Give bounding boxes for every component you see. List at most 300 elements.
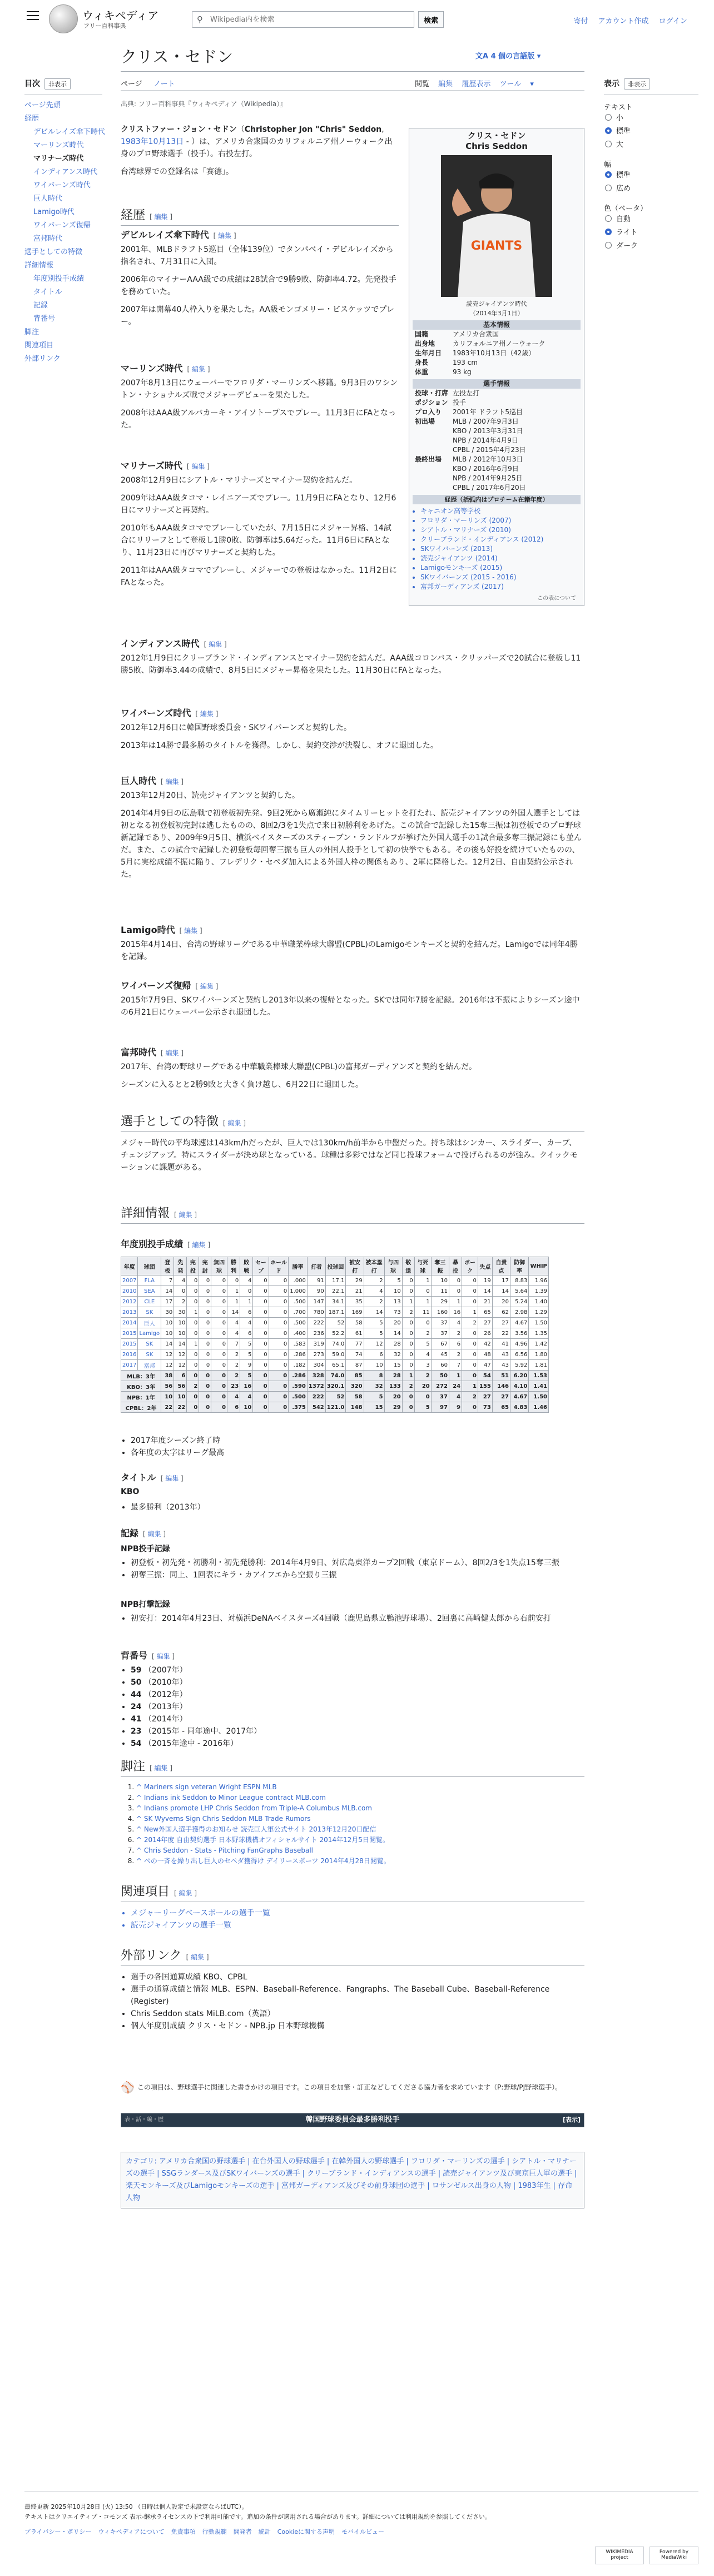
footer-link[interactable]: 開発者 <box>233 2528 252 2535</box>
tab-talk[interactable]: ノート <box>153 80 175 88</box>
stats-cell: 1 <box>462 1381 478 1392</box>
stats-cell: 12 <box>161 1349 174 1360</box>
table-of-contents <box>24 78 105 366</box>
stats-cell: 0 <box>199 1297 211 1307</box>
toc-item[interactable]: 外部リンク <box>24 355 61 363</box>
stats-cell: 121.0 <box>325 1402 346 1413</box>
text-size-standard[interactable]: 標準 <box>604 125 698 138</box>
stats-cell: 65.1 <box>325 1360 346 1371</box>
stats-cell: 4.67 <box>510 1392 528 1402</box>
stats-cell: 6 <box>240 1328 253 1339</box>
stats-cell: 10 <box>174 1392 187 1402</box>
stats-cell: 146 <box>492 1381 510 1392</box>
stats-row <box>121 1318 549 1328</box>
stats-cell: CPBL：2年 <box>121 1402 161 1413</box>
stats-cell: 0 <box>253 1297 269 1307</box>
toc-item[interactable]: 関連項目 <box>24 341 54 350</box>
stats-cell: 0 <box>211 1371 227 1381</box>
jersey-text: GIANTS <box>470 239 523 253</box>
infobox-key: 投球・打席 <box>415 389 449 397</box>
reference-link[interactable]: 2014年度 自由契約選手 日本野球機構オフィシャルサイト 2014年12月5日閲覧。 <box>143 1836 389 1844</box>
footer-link[interactable]: Cookieに関する声明 <box>277 2528 335 2535</box>
stats-cell: 273 <box>307 1349 325 1360</box>
stats-cell: 780 <box>307 1307 325 1318</box>
stats-cell: 0 <box>402 1275 414 1286</box>
reference-link[interactable]: Mariners sign veteran Wright ESPN MLB <box>143 1783 277 1791</box>
stats-cell: .286 <box>289 1349 308 1360</box>
stats-cell: 6.56 <box>510 1349 528 1360</box>
team-item[interactable]: • フロリダ・マーリンズ (2007) <box>420 516 581 525</box>
stats-cell: SK <box>138 1307 161 1318</box>
appearance-hide-button[interactable]: 非表示 <box>624 78 650 90</box>
stats-cell: 0 <box>211 1328 227 1339</box>
stats-cell: 14 <box>227 1307 240 1318</box>
stats-cell: 17.1 <box>325 1275 346 1286</box>
stats-row <box>121 1286 549 1297</box>
stats-header: 勝率 <box>289 1257 308 1275</box>
stats-cell: 27 <box>478 1392 492 1402</box>
toc-header: 目次 非表示 <box>24 78 102 90</box>
toc-item[interactable]: 選手としての特徴 <box>24 248 83 256</box>
stats-cell: 2 <box>449 1349 462 1360</box>
stats-cell: 6 <box>449 1339 462 1349</box>
stats-cell: 0 <box>402 1360 414 1371</box>
tab-read[interactable]: 閲覧 <box>415 80 430 88</box>
giants-text: 2013年12月20日、読売ジャイアンツと契約した。 2014年4月9日の広島戦で初登板初先発。9回2死から廣瀬純にタイムリーヒットを打たれ、読売ジャイアンツの外国人選手としては初となる初登板初完封は逃したものの、8回2/3を1失点で来日初勝利をあげた。この試合で記録した15奪三振は初登板でのプロ野球新記録であり、2009年9月5日、横浜ベイスターズのスティーブン・ランドルフが挙げた外国人選手の1試合最多奪三振記録にも並んだ。また、この試合で記録した初登板毎回奪三振も巨人の外国人投手として初の快挙でもある。その後も好投を続けていたものの、5月に実松成績不振に陥り、フレデリク・セペダ加入による外国人枠の関係もあり、2軍に降格した。12月2日、自由契約公示された。 <box>121 791 582 879</box>
tab-tools[interactable]: ツール ▾ <box>499 80 534 88</box>
stats-cell: 0 <box>187 1392 199 1402</box>
related-link[interactable]: • メジャーリーグベースボールの選手一覧 <box>131 1907 584 1919</box>
stub-notice: ⚾ この項目は、野球選手に関連した書きかけの項目です。この項目を加筆・訂正などしてくださる協力者を求めています（P:野球/PJ野球選手）。 <box>121 2081 562 2094</box>
reference-link[interactable]: Indians promote LHP Chris Seddon from Triple-A Columbus MLB.com <box>143 1804 372 1812</box>
infobox-value: 投手 <box>453 399 467 406</box>
footer-link[interactable]: プライバシー・ポリシー <box>24 2528 92 2535</box>
stats-cell: 1 <box>227 1297 240 1307</box>
stats-cell: 0 <box>414 1392 431 1402</box>
wyverns-text: 2012年12月6日に韓国野球委員会・SKワイバーンズと契約した。 2013年は14勝で最多勝のタイトルを獲得。しかし、契約交渉が決裂し、オフに退団した。 <box>121 723 438 750</box>
color-light[interactable]: ライト <box>604 226 698 240</box>
toc-item[interactable]: 詳細情報 <box>24 261 54 270</box>
records-batting-list: • 初安打：2014年4月23日、対横浜DeNAベイスターズ4回戦（鹿児島県立鴨池野球場）、2回裏に高崎健太郎から右前安打 <box>121 1612 584 1625</box>
career-header: 経歴（括弧内はプロチーム在籍年度） <box>413 495 581 504</box>
stats-cell: 2 <box>414 1371 431 1381</box>
stats-cell: .583 <box>289 1339 308 1349</box>
stats-cell: 0 <box>211 1275 227 1286</box>
footer-link[interactable]: 統計 <box>258 2528 271 2535</box>
stats-cell: 60 <box>431 1360 449 1371</box>
stats-cell: 21 <box>478 1297 492 1307</box>
toc-item[interactable]: 経歴 <box>24 115 39 123</box>
stats-cell: 1 <box>402 1297 414 1307</box>
stats-header: 被本塁打 <box>364 1257 384 1275</box>
team-item[interactable]: • クリーブランド・インディアンス (2012) <box>420 535 581 544</box>
reference-link[interactable]: New外国人選手獲得のお知らせ 読売巨人軍公式サイト 2013年12月20日配信 <box>143 1825 376 1833</box>
titles-kbo: KBO <box>121 1487 140 1496</box>
player-photo[interactable] <box>441 155 552 297</box>
uniform-list <box>121 1664 399 1750</box>
stats-cell: 0 <box>269 1328 289 1339</box>
h-lamigo: Lamigo時代 [ 編集 ] <box>121 925 202 935</box>
toc-item[interactable]: ワイバーンズ復帰 <box>33 221 91 230</box>
stats-cell: 0 <box>414 1286 431 1297</box>
width-label: 幅 <box>604 161 612 169</box>
stats-cell: 1.46 <box>529 1402 549 1413</box>
stats-cell: 4 <box>449 1392 462 1402</box>
create-account-link[interactable]: アカウント作成 <box>598 17 649 26</box>
stats-cell: 10 <box>364 1360 384 1371</box>
stats-cell: 2 <box>449 1328 462 1339</box>
tab-history[interactable]: 履歴表示 <box>462 80 491 88</box>
stats-cell: 2.98 <box>510 1307 528 1318</box>
search-button[interactable]: 検索 <box>418 11 444 28</box>
stats-cell: 155 <box>478 1381 492 1392</box>
uniform-item <box>131 1713 399 1725</box>
text-size-large[interactable]: 大 <box>604 138 698 152</box>
reference-caret[interactable]: ^ <box>136 1825 144 1833</box>
stats-cell: 2 <box>402 1381 414 1392</box>
ext-link[interactable]: • 選手の通算成績と情報 MLB、ESPN、Baseball-Reference、Fangraphs、The Baseball Cube、Baseball-Reference (Register) <box>131 1983 584 2008</box>
team-item[interactable]: • SKワイバーンズ (2013) <box>420 544 581 554</box>
stats-cell: 59.0 <box>325 1349 346 1360</box>
stats-cell: 2 <box>174 1297 187 1307</box>
stats-cell: 1.50 <box>529 1392 549 1402</box>
stats-cell: 5.24 <box>510 1297 528 1307</box>
stats-cell: 319 <box>307 1339 325 1349</box>
stats-cell: 1 <box>187 1339 199 1349</box>
stats-cell: 0 <box>199 1392 211 1402</box>
toc-item[interactable]: Lamigo時代 <box>33 208 75 216</box>
stats-cell: 5.64 <box>510 1286 528 1297</box>
infobox-row <box>413 389 581 398</box>
stats-cell: 0 <box>211 1360 227 1371</box>
stats-cell: 47 <box>478 1360 492 1371</box>
uniform-number: 44 <box>131 1690 142 1699</box>
stats-cell: 6 <box>227 1402 240 1413</box>
stats-cell: 0 <box>402 1286 414 1297</box>
search-box[interactable] <box>192 11 414 28</box>
toc-item[interactable]: 富邦時代 <box>33 235 63 243</box>
footer-link[interactable]: 行動規範 <box>202 2528 227 2535</box>
logo-title[interactable]: ウィキペディア <box>82 9 159 22</box>
footer-links <box>24 2527 391 2536</box>
stats-row <box>121 1297 549 1307</box>
navbox-toggle[interactable]: [表示] <box>562 2116 581 2123</box>
navbox-vte[interactable]: 表・話・編・歴 <box>125 2117 163 2123</box>
stats-cell: 1 <box>402 1371 414 1381</box>
stats-cell: 35 <box>346 1297 364 1307</box>
infobox-row <box>413 339 581 349</box>
stats-cell: 27 <box>492 1318 510 1328</box>
titles-list: • 最多勝利（2013年） <box>121 1501 399 1513</box>
language-button[interactable]: 文A 4 個の言語版 ▾ <box>475 52 541 61</box>
h-mariners: マリナーズ時代 [ 編集 ] <box>121 460 210 471</box>
from-line: 出典: フリー百科事典『ウィキペディア（Wikipedia）』 <box>121 100 287 108</box>
page-title: クリス・セドン <box>121 47 234 66</box>
stats-cell: 0 <box>462 1371 478 1381</box>
stats-cell: 42 <box>478 1339 492 1349</box>
h-marlins: マーリンズ時代 [ 編集 ] <box>121 363 210 374</box>
stats-cell: 0 <box>269 1371 289 1381</box>
devil-text: 2001年、MLBドラフト5巡目（全体139位）でタンパベイ・デビルレイズから指名され、7月31日に入団。 2006年のマイナーAAA級での成績は28試合で9勝9敗、防御率4.72。先発投手を務めていた。 2007年は開幕40人枠入りを果たした。AA級モンゴメリー・ビスケッツでプレー。 <box>121 245 396 326</box>
stats-header: 投球回 <box>325 1257 346 1275</box>
stats-row <box>121 1307 549 1318</box>
stats-cell: 12 <box>174 1360 187 1371</box>
reference-item <box>136 1845 584 1856</box>
birth-link[interactable]: 1983年10月13日 <box>121 137 184 146</box>
photo-caption: 読売ジャイアンツ時代 （2014年3月1日） <box>466 300 527 317</box>
stats-cell: 1 <box>414 1297 431 1307</box>
category-links[interactable]: カテゴリ: アメリカ合衆国の野球選手 | 在台外国人の野球選手 | 在韓外国人の野球選手 | フロリダ・マーリンズの選手 | シアトル・マリナーズの選手 | SSGランダース及びSKワイバーンズの選手 | クリーブランド・インディアンスの選手 | 読売ジャイアンツ及び東京巨人軍の選手 | 楽天モンキーズ及びLamigoモンキーズの選手 | 富邦ガーディアンズ及びその前身球団の選手 | ロサンゼルス出身の人物 | 1983年生 | 存命人物 <box>126 2157 577 2202</box>
stats-cell: 20 <box>384 1392 402 1402</box>
stats-cell: 0 <box>253 1381 269 1392</box>
login-link[interactable]: ログイン <box>658 17 687 26</box>
stats-cell: 0 <box>211 1381 227 1392</box>
pitching-stats-table <box>121 1257 549 1413</box>
stats-cell: 26 <box>478 1328 492 1339</box>
section-notes: 脚注 [ 編集 ] <box>121 1757 584 1777</box>
stats-cell: 4.67 <box>510 1318 528 1328</box>
uniform-item <box>131 1738 399 1750</box>
donate-link[interactable]: 寄付 <box>573 17 588 26</box>
stats-cell: 0 <box>211 1286 227 1297</box>
stats-cell: 37 <box>431 1392 449 1402</box>
stats-notes: • 2017年度シーズン終了時 • 各年度の太字はリーグ最高 <box>121 1435 399 1459</box>
wikimedia-badge[interactable]: WIKIMEDIA project <box>595 2547 644 2564</box>
stats-cell: Lamigo <box>138 1328 161 1339</box>
stats-cell: 16 <box>449 1307 462 1318</box>
h-indians: インディアンス時代 [ 編集 ] <box>121 638 227 649</box>
h-titles: タイトル [ 編集 ] <box>121 1472 184 1483</box>
marlins-text: 2007年8月13日にウェーバーでフロリダ・マーリンズへ移籍。9月3日のワシントン・ナショナルズ戦でメジャーデビューを果たした。 2008年はAAA級アルバカーキ・アイソトープスでプレー。11月3日にFAとなった。 <box>121 379 398 430</box>
ext-link[interactable]: • 選手の各国通算成績 KBO、CPBL <box>131 1971 584 1983</box>
appearance-panel <box>604 78 698 253</box>
related-link[interactable]: • 読売ジャイアンツの選手一覧 <box>131 1919 584 1932</box>
team-item[interactable]: • シアトル・マリナーズ (2010) <box>420 525 581 535</box>
section-career: 経歴 [ 編集 ] <box>121 206 399 226</box>
section-traits: 選手としての特徴 [ 編集 ] <box>121 1112 584 1132</box>
search-input[interactable] <box>209 12 409 27</box>
reference-link[interactable]: ぺの一斉を繰り出し巨人のセペダ獲得け デイリースポーツ 2014年4月28日閲覧。 <box>143 1857 390 1865</box>
footer-link[interactable]: 免責事項 <box>171 2528 196 2535</box>
stats-cell: 5 <box>364 1392 384 1402</box>
appearance-title: 表示 非表示 <box>604 78 698 90</box>
stats-header: 敬遠 <box>402 1257 414 1275</box>
toc-item[interactable]: 巨人時代 <box>33 195 63 203</box>
stats-cell: 27 <box>492 1392 510 1402</box>
wyverns2-text: 2015年7月9日、SKワイバーンズと契約し2013年以来の復帰となった。SKでは同年7勝を記録。2016年は不振によりシーズン途中の6月21日にウェーバー公示され退団した。 <box>121 996 580 1017</box>
stats-cell: 10 <box>384 1286 402 1297</box>
h-wyverns2: ワイバーンズ復帰 [ 編集 ] <box>121 980 219 991</box>
stats-cell: 0 <box>253 1392 269 1402</box>
team-item[interactable]: • キャニオン高等学校 <box>420 507 581 516</box>
stats-cell: 9 <box>240 1360 253 1371</box>
stats-cell: 7 <box>449 1360 462 1371</box>
stats-cell: .500 <box>289 1297 308 1307</box>
stats-cell: 8.83 <box>510 1275 528 1286</box>
toc-item[interactable]: マーリンズ時代 <box>33 141 84 150</box>
stats-cell: 2012 <box>121 1297 138 1307</box>
uniform-number: 50 <box>131 1678 142 1687</box>
reference-caret[interactable]: ^ <box>136 1804 144 1812</box>
stats-cell: 17 <box>492 1275 510 1286</box>
team-item[interactable]: • 富邦ガーディアンズ (2017) <box>420 582 581 592</box>
infobox-row <box>413 358 581 368</box>
stats-cell: 1.81 <box>529 1360 549 1371</box>
stats-header: 登板 <box>161 1257 174 1275</box>
toc-item[interactable]: 脚注 <box>24 328 39 336</box>
color-auto[interactable]: 自動 <box>604 213 698 226</box>
color-dark[interactable]: ダーク <box>604 240 698 253</box>
uniform-years: （2012年） <box>141 1690 187 1699</box>
footer-link[interactable]: モバイルビュー <box>341 2528 385 2535</box>
uniform-item <box>131 1701 399 1713</box>
stats-cell: 90 <box>307 1286 325 1297</box>
infobox <box>409 128 584 606</box>
uniform-item <box>131 1689 399 1701</box>
stats-cell: 0 <box>199 1286 211 1297</box>
toc-item[interactable]: デビルレイズ傘下時代 <box>33 128 105 136</box>
stats-cell: 56 <box>161 1381 174 1392</box>
tab-page[interactable]: ページ <box>121 80 142 88</box>
stats-cell: 14 <box>384 1328 402 1339</box>
toc-item[interactable]: 年度別投手成績 <box>33 275 85 283</box>
tab-edit[interactable]: 編集 <box>438 80 453 88</box>
stats-cell: 4 <box>364 1286 384 1297</box>
infobox-footer[interactable]: この表について <box>537 595 576 602</box>
stats-cell: 1 <box>414 1275 431 1286</box>
wikipedia-globe-logo[interactable] <box>49 4 78 33</box>
text-size-small[interactable]: 小 <box>604 112 698 125</box>
team-item[interactable]: • SKワイバーンズ (2015 - 2016) <box>420 573 581 582</box>
h-records: 記録 [ 編集 ] <box>121 1528 166 1538</box>
stats-header: 失点 <box>478 1257 492 1275</box>
width-standard[interactable]: 標準 <box>604 169 698 182</box>
stats-cell: 2015 <box>121 1339 138 1349</box>
stats-cell: 304 <box>307 1360 325 1371</box>
stats-cell: 1.40 <box>529 1297 549 1307</box>
toc-item[interactable]: 背番号 <box>33 315 56 323</box>
toc-item[interactable]: インディアンス時代 <box>33 168 98 176</box>
stats-cell: 11 <box>414 1307 431 1318</box>
stats-cell: 10 <box>174 1328 187 1339</box>
reference-caret[interactable]: ^ <box>136 1815 144 1823</box>
stats-cell: 20 <box>384 1318 402 1328</box>
user-links <box>566 15 687 26</box>
reference-item <box>136 1782 584 1793</box>
toc-item[interactable]: タイトル <box>33 288 62 296</box>
width-wide[interactable]: 広め <box>604 182 698 196</box>
stats-cell: 29 <box>346 1275 364 1286</box>
stats-cell: 0 <box>253 1286 269 1297</box>
stats-cell: 20 <box>414 1381 431 1392</box>
stats-cell: 6 <box>240 1307 253 1318</box>
toc-hide-button[interactable]: 非表示 <box>44 78 71 90</box>
stats-cell: 4 <box>227 1328 240 1339</box>
reference-caret[interactable]: ^ <box>136 1836 144 1844</box>
stats-cell: .400 <box>289 1328 308 1339</box>
stats-cell: 14 <box>364 1307 384 1318</box>
stats-cell: 0 <box>269 1349 289 1360</box>
stats-cell: 4.10 <box>510 1381 528 1392</box>
stats-cell: 4 <box>414 1349 431 1360</box>
stats-cell: 1.39 <box>529 1286 549 1297</box>
reference-link[interactable]: Chris Seddon - Stats - Pitching FanGraphs Baseball <box>143 1847 314 1854</box>
stats-header: 自責点 <box>492 1257 510 1275</box>
infobox-row <box>413 408 581 417</box>
stats-header: 勝利 <box>227 1257 240 1275</box>
toc-item[interactable]: 記録 <box>33 301 48 310</box>
stats-cell: 32 <box>364 1381 384 1392</box>
team-item[interactable]: • 読売ジャイアンツ (2014) <box>420 554 581 563</box>
infobox-value: 93 kg <box>453 368 472 376</box>
reference-caret[interactable]: ^ <box>136 1783 144 1791</box>
stats-cell: 3.56 <box>510 1328 528 1339</box>
uniform-item <box>131 1725 399 1738</box>
infobox-key: 最終出場 <box>415 455 442 463</box>
footer-link[interactable]: ウィキペディアについて <box>98 2528 165 2535</box>
reference-caret[interactable]: ^ <box>136 1794 144 1801</box>
stats-cell: 0 <box>253 1349 269 1360</box>
stats-cell: 2013 <box>121 1307 138 1318</box>
toc-item[interactable]: マリナーズ時代 <box>33 155 84 163</box>
records-pitching-list: • 初登板・初先発・初勝利・初先発勝利：2014年4月9日、対広島東洋カープ2回戦（東京ドーム）、8回2/3を1失点15奪三振 • 初奪三振：同上、1回表にキラ・カアイフエから空振り三振 <box>121 1557 584 1581</box>
stats-cell: 0 <box>402 1339 414 1349</box>
stats-cell: 0 <box>253 1318 269 1328</box>
stats-cell: 10 <box>161 1392 174 1402</box>
ext-link[interactable]: • Chris Seddon stats MiLB.com（英語） <box>131 2008 584 2020</box>
stats-cell: 1.53 <box>529 1371 549 1381</box>
infobox-value: 193 cm <box>453 359 478 366</box>
mediawiki-badge[interactable]: Powered by MediaWiki <box>649 2547 698 2564</box>
uniform-number: 59 <box>131 1666 142 1675</box>
uniform-item <box>131 1664 399 1676</box>
stats-cell: 58 <box>346 1318 364 1328</box>
external-list <box>121 1971 584 2032</box>
basic-info-header: 基本情報 <box>413 320 581 330</box>
stats-cell: 0 <box>199 1381 211 1392</box>
stats-cell: 21 <box>346 1286 364 1297</box>
stats-cell: 5 <box>240 1339 253 1349</box>
stats-cell: 61 <box>346 1328 364 1339</box>
h-fubon: 富邦時代 [ 編集 ] <box>121 1047 184 1058</box>
stats-cell: .700 <box>289 1307 308 1318</box>
stats-cell: 0 <box>253 1402 269 1413</box>
h-stats: 年度別投手成績 [ 編集 ] <box>121 1239 211 1249</box>
ext-link[interactable]: • 個人年度別成績 クリス・セドン - NPB.jp 日本野球機構 <box>131 2020 584 2032</box>
stats-cell: 41 <box>492 1339 510 1349</box>
stats-cell: 0 <box>187 1371 199 1381</box>
stats-cell: 0 <box>240 1286 253 1297</box>
stats-cell: 0 <box>269 1402 289 1413</box>
team-item[interactable]: • Lamigoモンキーズ (2015) <box>420 563 581 573</box>
stats-cell: 24 <box>449 1381 462 1392</box>
reference-caret[interactable]: ^ <box>136 1857 144 1865</box>
reference-link[interactable]: SK Wyverns Sign Chris Seddon MLB Trade Rumors <box>143 1815 311 1823</box>
stats-cell: 0 <box>199 1275 211 1286</box>
reference-caret[interactable]: ^ <box>136 1847 144 1854</box>
stats-cell: 30 <box>161 1307 174 1318</box>
stats-cell: 52 <box>325 1392 346 1402</box>
toc-item[interactable]: ワイバーンズ時代 <box>33 181 91 190</box>
stats-cell: 1 <box>462 1307 478 1318</box>
related-list <box>121 1907 584 1932</box>
stats-cell: 0 <box>199 1371 211 1381</box>
infobox-key: ポジション <box>415 399 448 406</box>
stats-header: 打者 <box>307 1257 325 1275</box>
reference-link[interactable]: Indians ink Seddon to Minor League contract MLB.com <box>143 1794 326 1801</box>
menu-icon[interactable] <box>27 11 39 21</box>
toc-item[interactable]: ページ先頭 <box>24 101 61 110</box>
